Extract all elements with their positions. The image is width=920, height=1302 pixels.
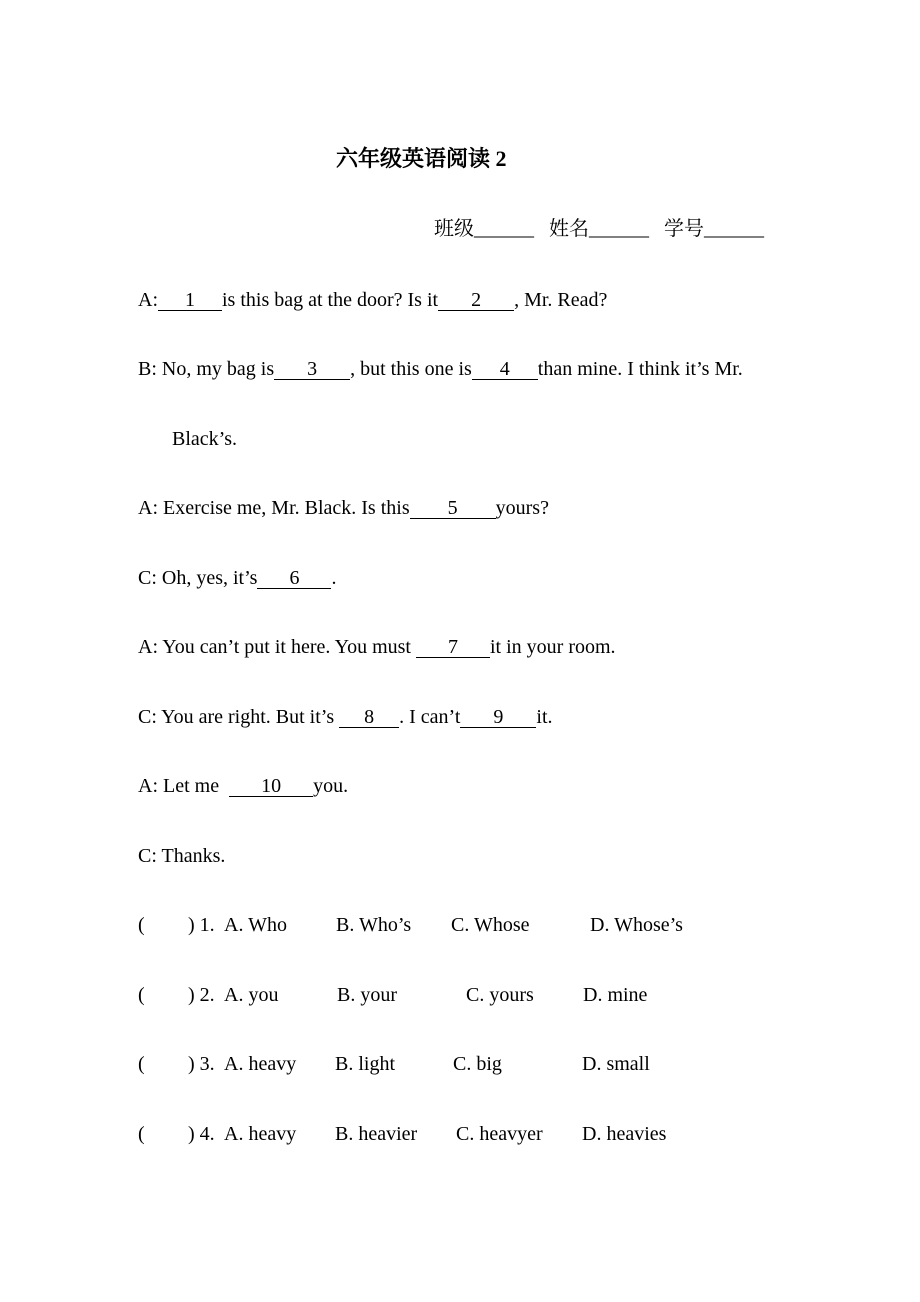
dialogue-line-1: [138, 288, 607, 312]
line-text: C: You are right. But it’s: [138, 706, 335, 728]
line-text: , Mr. Read?: [514, 289, 608, 311]
option-c: C. yours: [466, 984, 534, 1006]
option-a: A. heavy: [224, 1053, 297, 1075]
option-b: B. Who’s: [336, 914, 412, 936]
question-number: ) 4.: [188, 1123, 215, 1145]
line-text: is this bag at the door? Is it: [222, 289, 439, 311]
dialogue-line-7: [138, 705, 553, 729]
line-text: C: Thanks.: [138, 845, 226, 867]
question-4: [0, 1122, 920, 1146]
answer-paren: (: [138, 1123, 145, 1145]
option-a: A. you: [224, 984, 279, 1006]
answer-paren: (: [138, 984, 145, 1006]
dialogue-line-6: [138, 635, 616, 659]
blank-9: 9: [460, 707, 536, 728]
line-text: .: [331, 567, 337, 589]
option-b: B. light: [335, 1053, 396, 1075]
blank-2: 2: [438, 290, 514, 311]
line-text: , but this one is: [350, 358, 472, 380]
question-1: [0, 913, 920, 937]
option-d: D. Whose’s: [590, 914, 683, 936]
question-number: ) 2.: [188, 984, 215, 1006]
line-text: B: No, my bag is: [138, 358, 275, 380]
question-3: [0, 1052, 920, 1076]
line-text: yours?: [495, 497, 549, 519]
option-c: C. heavyer: [456, 1123, 543, 1145]
answer-paren: (: [138, 914, 145, 936]
dialogue-line-3: [172, 427, 237, 451]
question-2: [0, 983, 920, 1007]
blank-10: 10: [229, 776, 313, 797]
dialogue-line-4: [138, 496, 549, 520]
dialogue-line-2: [138, 357, 743, 381]
option-b: B. heavier: [335, 1123, 418, 1145]
option-b: B. your: [337, 984, 397, 1006]
blank-1: 1: [158, 290, 222, 311]
line-text: C: Oh, yes, it’s: [138, 567, 258, 589]
question-number: ) 3.: [188, 1053, 215, 1075]
blank-6: 6: [257, 568, 331, 589]
class-field: 班级______: [434, 218, 534, 240]
blank-5: 5: [410, 498, 496, 519]
line-text: Black’s.: [172, 428, 237, 450]
line-text: it.: [536, 706, 553, 728]
line-text: you.: [313, 775, 349, 797]
option-a: A. heavy: [224, 1123, 297, 1145]
option-c: C. big: [453, 1053, 502, 1075]
page-title: 六年级英语阅读 2: [336, 146, 507, 171]
line-text: A:: [138, 289, 158, 311]
line-text: A: Exercise me, Mr. Black. Is this: [138, 497, 410, 519]
line-text: A: You can’t put it here. You must: [138, 636, 411, 658]
option-d: D. small: [582, 1053, 650, 1075]
line-text: it in your room.: [490, 636, 616, 658]
option-d: D. mine: [583, 984, 648, 1006]
option-c: C. Whose: [451, 914, 530, 936]
dialogue-line-8: [138, 774, 348, 798]
line-text: than mine. I think it’s Mr.: [537, 358, 743, 380]
blank-8: 8: [339, 707, 399, 728]
id-field: 学号______: [664, 218, 764, 240]
blank-7: 7: [416, 637, 490, 658]
dialogue-line-9: [138, 844, 225, 868]
option-d: D. heavies: [582, 1123, 667, 1145]
option-a: A. Who: [224, 914, 287, 936]
question-number: ) 1.: [188, 914, 215, 936]
dialogue-line-5: [138, 566, 336, 590]
blank-3: 3: [274, 359, 350, 380]
line-text: . I can’t: [399, 706, 461, 728]
answer-paren: (: [138, 1053, 145, 1075]
name-field: 姓名______: [549, 218, 649, 240]
line-text: A: Let me: [138, 775, 220, 797]
blank-4: 4: [472, 359, 538, 380]
student-info: [434, 217, 764, 241]
